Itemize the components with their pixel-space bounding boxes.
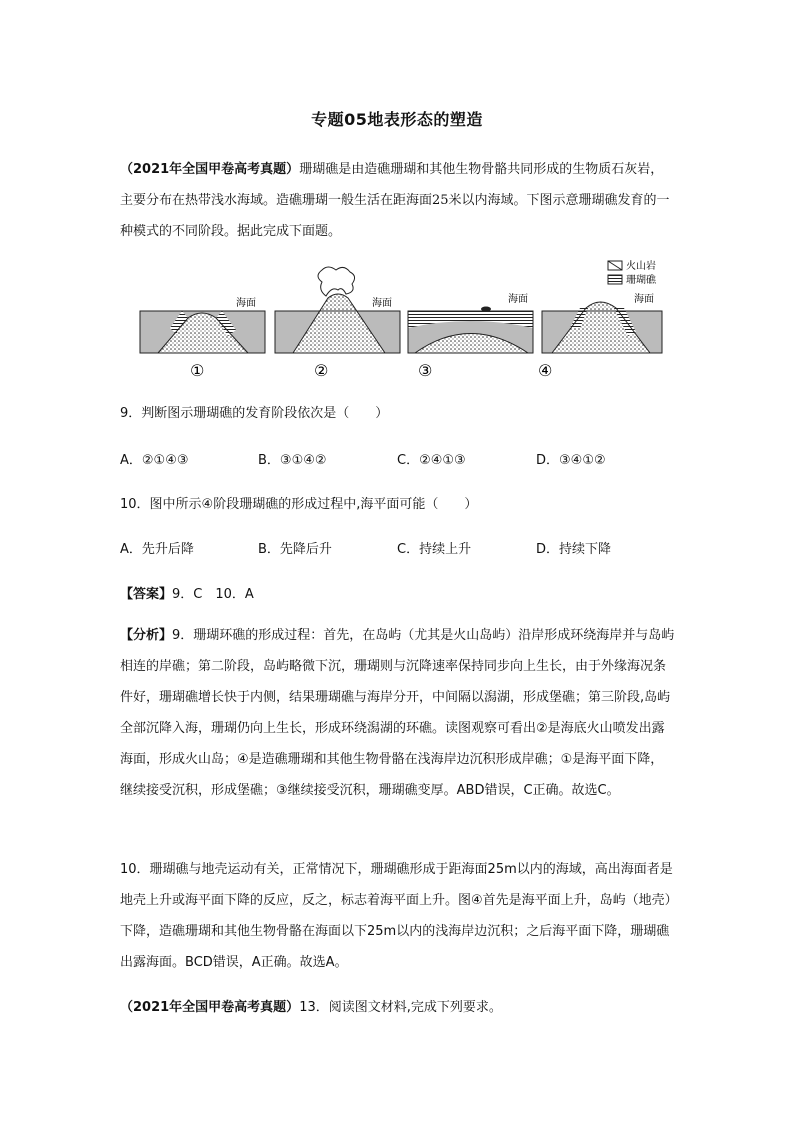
answer-line xyxy=(120,583,254,602)
intro-text: 珊瑚礁是由造礁珊瑚和其他生物骨骼共同形成的生物质石灰岩，主要分布在热带浅水海域。造礁珊瑚一般生活在距海面25米以内海域。下图示意珊瑚礁发育的一种模式的不同阶段。据此完成下面题。 xyxy=(120,162,670,239)
q10-option-d: D．持续下降 xyxy=(536,542,612,557)
sea-label-2: 海面 xyxy=(372,298,392,309)
question-10-stem: 10．图中所示④阶段珊瑚礁的形成过程中,海平面可能（ ） xyxy=(120,497,478,512)
analysis-label: 【分析】 xyxy=(120,628,173,643)
answer-text: 9．C 10．A xyxy=(172,587,254,602)
q10-option-c: C．持续上升 xyxy=(397,542,472,557)
page-title: 专题05地表形态的塑造 xyxy=(311,110,483,129)
stage-1-panel xyxy=(140,296,265,380)
stage-label-2: ② xyxy=(314,361,329,380)
intro-source: （2021年全国甲卷高考真题） xyxy=(120,162,300,177)
sea-label-1: 海面 xyxy=(236,298,256,309)
stage-2-panel xyxy=(275,267,400,380)
q9-option-b: B．③①④② xyxy=(258,453,327,468)
legend-volcanic-label: 火山岩 xyxy=(626,261,656,272)
q9-option-d: D．③④①② xyxy=(536,453,606,468)
question-13-line xyxy=(120,996,502,1015)
question-13-source: （2021年全国甲卷高考真题） xyxy=(120,1000,300,1015)
intro-paragraph xyxy=(120,154,676,247)
question-9-stem: 9．判断图示珊瑚礁的发育阶段依次是（ ） xyxy=(120,406,389,421)
q10-option-a: A．先升后降 xyxy=(120,542,194,557)
analysis-paragraph-1 xyxy=(120,620,676,806)
stage-label-1: ① xyxy=(190,361,205,380)
analysis-text-1: 9．珊瑚环礁的形成过程：首先，在岛屿（尤其是火山岛屿）沿岸形成环绕海岸并与岛屿相连的岸礁；第二阶段，岛屿略微下沉，珊瑚则与沉降速率保持同步向上生长，由于外缘海况条件好，珊瑚礁增长快于内侧，结果珊瑚礁与海岸分开，中间隔以潟湖，形成堡礁；第三阶段,岛屿全部沉降入海，珊瑚仍向上生长，形成环绕潟湖的环礁。读图观察可看出②是海底火山喷发出露海面，形成火山岛；④是造礁珊瑚和其他生物骨骼在浅海岸边沉积形成岸礁；①是海平面下降，继续接受沉积，形成堡礁；③继续接受沉积，珊瑚礁变厚。ABD错误，C正确。故选C。 xyxy=(120,628,675,798)
legend-coral-swatch xyxy=(608,275,622,284)
stage-label-3: ③ xyxy=(418,361,433,380)
q9-option-a: A．②①④③ xyxy=(120,453,189,468)
sea-label-3: 海面 xyxy=(508,294,528,305)
question-13-text: 13．阅读图文材料,完成下列要求。 xyxy=(299,1000,502,1015)
q10-option-b: B．先降后升 xyxy=(258,542,332,557)
q9-option-c: C．②④①③ xyxy=(397,453,466,468)
answer-label: 【答案】 xyxy=(120,587,173,602)
legend-coral-label: 珊瑚礁 xyxy=(626,275,656,286)
sea-label-4: 海面 xyxy=(634,294,654,305)
stage-3-panel xyxy=(408,292,533,380)
analysis-paragraph-2: 10．珊瑚礁与地壳运动有关，正常情况下，珊瑚礁形成于距海面25m以内的海域，高出海面者是地壳上升或海平面下降的反应，反之，标志着海平面上升。图④首先是海平面上升，岛屿（地壳）下降，造礁珊瑚和其他生物骨骼在海面以下25m以内的浅海岸边沉积；之后海平面下降，珊瑚礁出露海面。BCD错误，A正确。故选A。 xyxy=(120,862,673,970)
stage-4-panel xyxy=(538,292,662,380)
coral-reef-diagram xyxy=(130,256,670,381)
stage-label-4: ④ xyxy=(538,361,553,380)
